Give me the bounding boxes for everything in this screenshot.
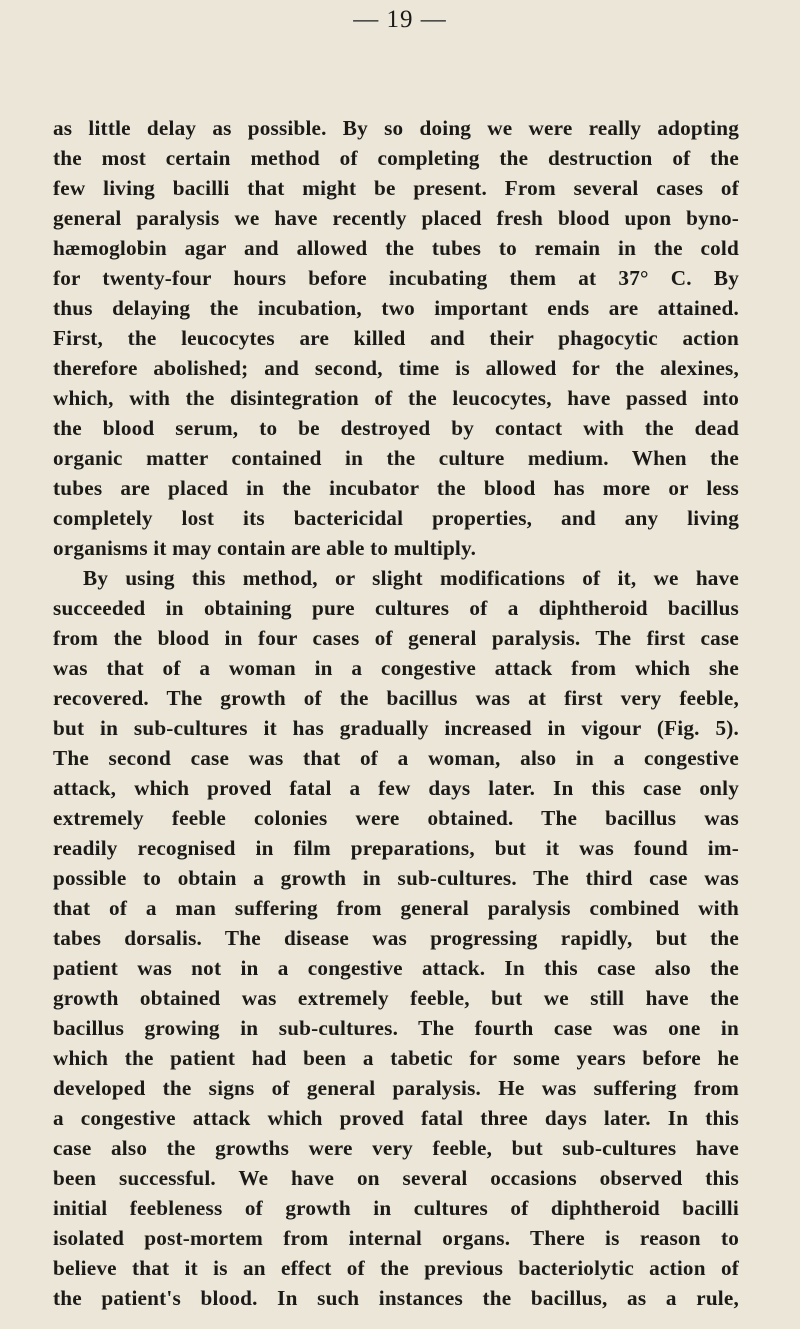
text-line: extremely feeble colonies were obtained. The bacillus was [53, 806, 739, 830]
text-line: been successful. We have on several occasions observed this [53, 1166, 739, 1190]
text-line: the most certain method of completing the destruction of the [53, 146, 739, 170]
body-text [53, 113, 739, 1313]
text-line: a congestive attack which proved fatal three days later. In this [53, 1106, 739, 1130]
text-line: developed the signs of general paralysis. He was suffering from [53, 1076, 739, 1100]
text-line: organic matter contained in the culture medium. When the [53, 446, 739, 470]
text-line: By using this method, or slight modifications of it, we have [83, 566, 739, 590]
text-line: but in sub-cultures it has gradually increased in vigour (Fig. 5). [53, 716, 739, 740]
text-line: believe that it is an effect of the previous bacteriolytic action of [53, 1256, 739, 1280]
text-line: for twenty-four hours before incubating them at 37° C. By [53, 266, 739, 290]
text-line: was that of a woman in a congestive attack from which she [53, 656, 739, 680]
text-line: the patient's blood. In such instances the bacillus, as a rule, [53, 1286, 739, 1310]
text-line: therefore abolished; and second, time is allowed for the alexines, [53, 356, 739, 380]
text-line: succeeded in obtaining pure cultures of a diphtheroid bacillus [53, 596, 739, 620]
text-line: possible to obtain a growth in sub-cultures. The third case was [53, 866, 739, 890]
text-line: The second case was that of a woman, also in a congestive [53, 746, 739, 770]
page-number-header: — 19 — [353, 6, 447, 33]
text-line: tabes dorsalis. The disease was progressing rapidly, but the [53, 926, 739, 950]
text-line: as little delay as possible. By so doing we were really adopting [53, 116, 739, 140]
text-line: tubes are placed in the incubator the blood has more or less [53, 476, 739, 500]
text-line: hæmoglobin agar and allowed the tubes to remain in the cold [53, 236, 739, 260]
text-line: which, with the disintegration of the leucocytes, have passed into [53, 386, 739, 410]
text-line: that of a man suffering from general paralysis combined with [53, 896, 739, 920]
text-line: initial feebleness of growth in cultures of diphtheroid bacilli [53, 1196, 739, 1220]
text-line: recovered. The growth of the bacillus was at first very feeble, [53, 686, 739, 710]
text-line: general paralysis we have recently placed fresh blood upon byno- [53, 206, 739, 230]
text-line: thus delaying the incubation, two important ends are attained. [53, 296, 739, 320]
text-line: which the patient had been a tabetic for some years before he [53, 1046, 739, 1070]
text-line: attack, which proved fatal a few days later. In this case only [53, 776, 739, 800]
text-line: organisms it may contain are able to multiply. [53, 536, 477, 560]
text-line: case also the growths were very feeble, but sub-cultures have [53, 1136, 739, 1160]
text-line: few living bacilli that might be present. From several cases of [53, 176, 739, 200]
text-line: readily recognised in film preparations, but it was found im- [53, 836, 739, 860]
text-line: First, the leucocytes are killed and their phagocytic action [53, 326, 739, 350]
text-line: from the blood in four cases of general paralysis. The first case [53, 626, 739, 650]
text-line: bacillus growing in sub-cultures. The fourth case was one in [53, 1016, 739, 1040]
text-line: growth obtained was extremely feeble, but we still have the [53, 986, 739, 1010]
text-line: isolated post-mortem from internal organs. There is reason to [53, 1226, 739, 1250]
text-line: patient was not in a congestive attack. In this case also the [53, 956, 739, 980]
text-line: completely lost its bactericidal properties, and any living [53, 506, 739, 530]
text-line: the blood serum, to be destroyed by contact with the dead [53, 416, 739, 440]
